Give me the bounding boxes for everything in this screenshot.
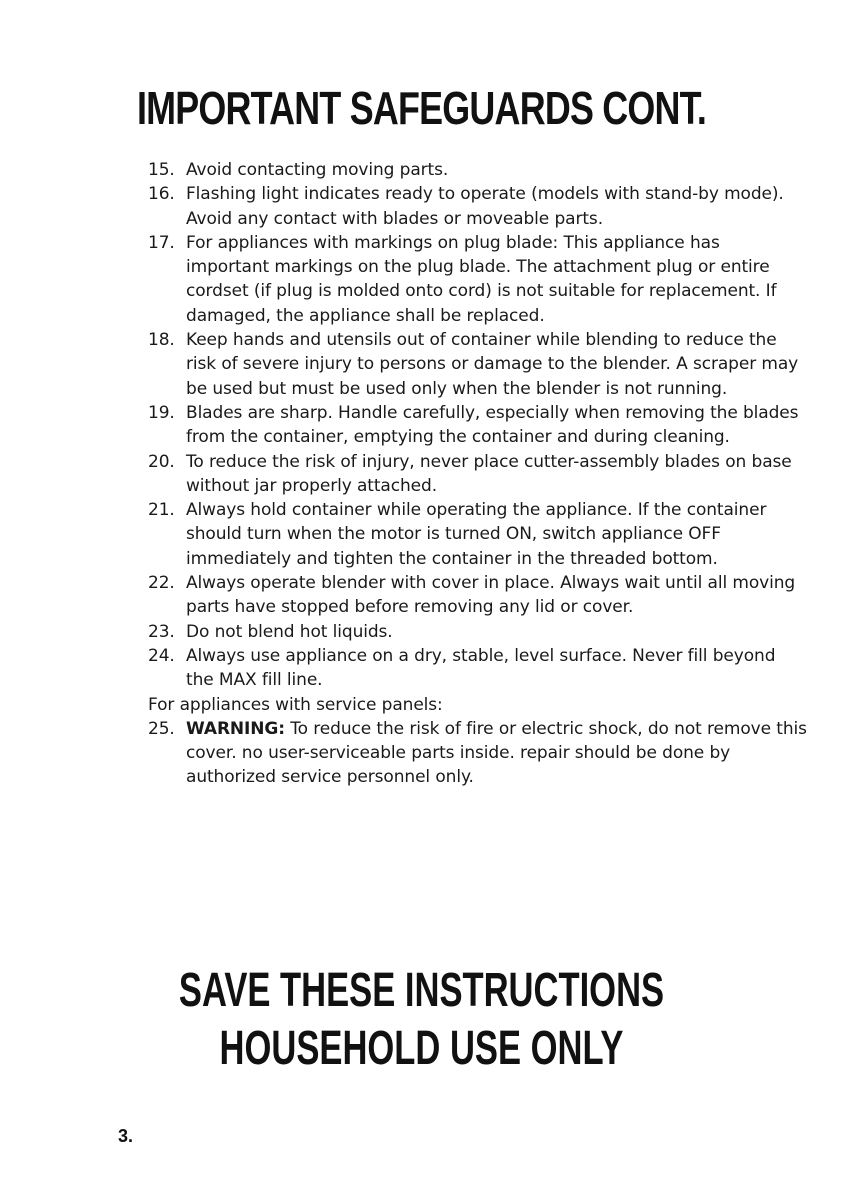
list-item	[148, 498, 808, 571]
item-text: Flashing light indicates ready to operate (models with stand-by mode). Avoid any contact with blades or moveable parts.	[186, 184, 784, 229]
warning-text: To reduce the risk of fire or electric shock, do not remove this cover. no user-serviceable parts inside. repair should be done by authorized service personnel only.	[186, 718, 807, 788]
item-text: To reduce the risk of injury, never place cutter-assembly blades on base without jar properly attached.	[186, 451, 792, 496]
item-number: 17.	[148, 232, 175, 253]
list-item	[148, 158, 808, 182]
item-text: Blades are sharp. Handle carefully, especially when removing the blades from the container, emptying the container and during cleaning.	[186, 402, 799, 448]
item-text: Avoid contacting moving parts.	[186, 160, 449, 180]
save-instructions-heading: SAVE THESE INSTRUCTIONS	[178, 964, 665, 1017]
item-text: Always use appliance on a dry, stable, level surface. Never fill beyond the MAX fill line.	[186, 645, 776, 691]
service-panels-heading: For appliances with service panels:	[148, 694, 443, 715]
page-title: IMPORTANT SAFEGUARDS CONT.	[136, 82, 707, 134]
item-text: For appliances with markings on plug blade: This appliance has important markings on the plug blade. The attachment plug or entire cordset (if plug is molded onto cord) is not suitable for replacement. If damaged, the appliance shall be replaced.	[186, 232, 777, 326]
item-text	[186, 717, 808, 790]
item-text: Always hold container while operating the appliance. If the container should turn when the motor is turned ON, switch appliance OFF immediately and tighten the container in the threaded bottom.	[186, 500, 767, 569]
list-item	[148, 231, 808, 328]
item-number: 20.	[148, 451, 175, 472]
list-item-warning	[148, 717, 808, 790]
list-item	[148, 620, 808, 644]
list-item	[148, 644, 808, 693]
footer-notice	[0, 962, 843, 1078]
list-item	[148, 401, 808, 450]
list-item	[148, 328, 808, 401]
list-item	[148, 182, 808, 231]
page-number: 3.	[118, 1126, 134, 1146]
list-item	[148, 571, 808, 620]
item-text: Always operate blender with cover in place. Always wait until all moving parts have stopped before removing any lid or cover.	[186, 573, 796, 618]
item-number: 19.	[148, 402, 175, 423]
item-text: Do not blend hot liquids.	[186, 621, 393, 642]
item-text: Keep hands and utensils out of container while blending to reduce the risk of severe injury to persons or damage to the blender. A scraper may be used but must be used only when the blender is not running.	[186, 330, 799, 399]
item-number: 18.	[148, 330, 175, 351]
household-use-heading: HOUSEHOLD USE ONLY	[219, 1022, 624, 1075]
safeguards-list	[148, 158, 808, 790]
warning-label: WARNING:	[186, 718, 285, 739]
item-number: 22.	[148, 573, 175, 594]
item-number: 21.	[148, 500, 175, 521]
item-number: 24.	[148, 645, 175, 666]
item-number: 16.	[148, 184, 175, 205]
list-item	[148, 450, 808, 499]
item-number: 25.	[148, 718, 175, 739]
item-number: 15.	[148, 160, 175, 180]
item-number: 23.	[148, 621, 175, 642]
